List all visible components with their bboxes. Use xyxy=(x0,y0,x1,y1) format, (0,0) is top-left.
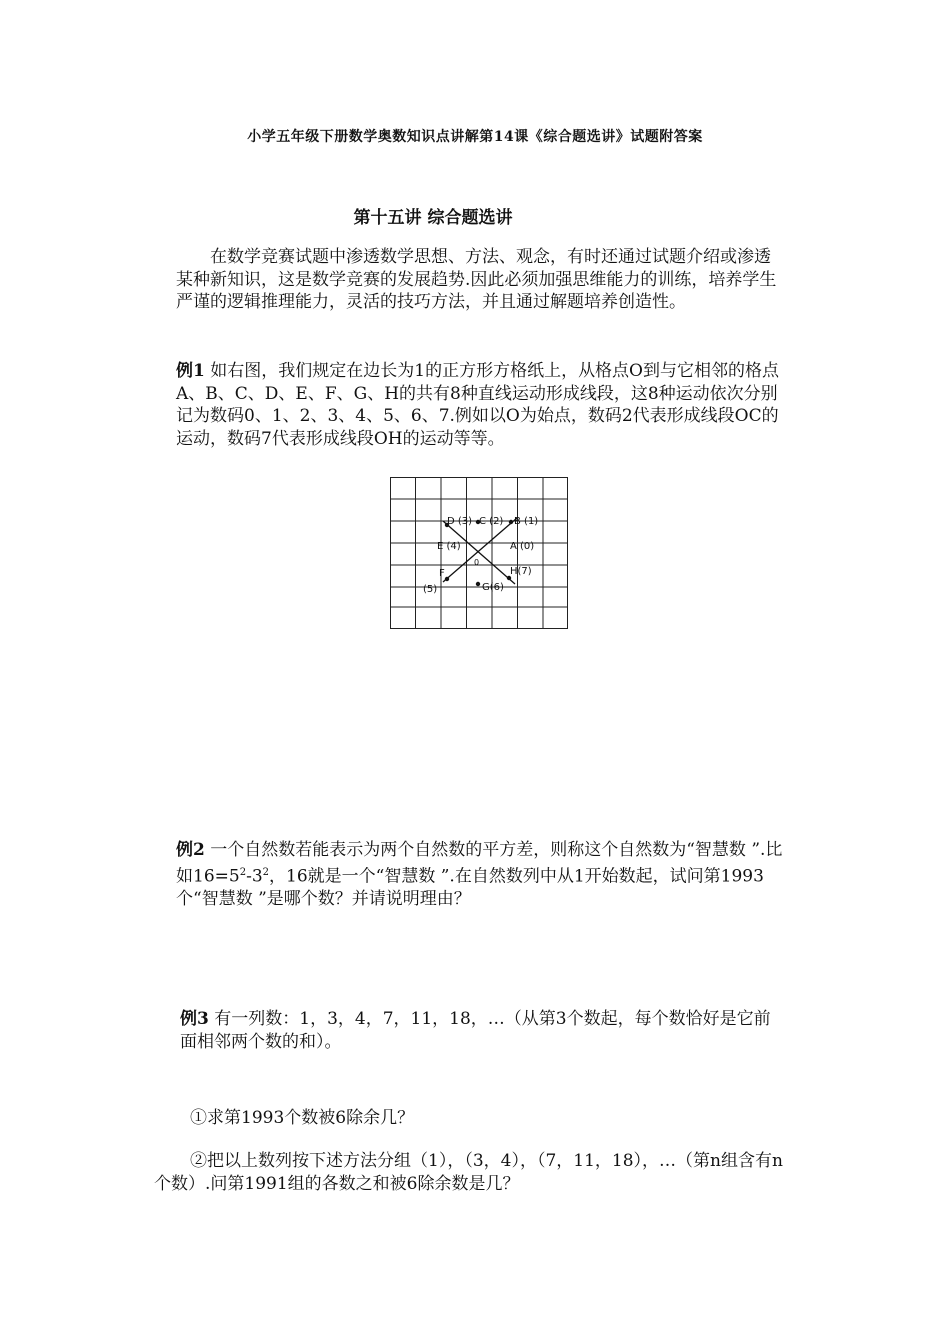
example-3-question-1: ①求第1993个数被6除余几？ xyxy=(190,1108,415,1128)
example-2-text-a: 一个自然数若能表示为两个自然数的平方差，则称这个自然数为“智慧数 ”.比如16=5 xyxy=(176,840,783,887)
label-f-code: (5) xyxy=(423,584,438,595)
example-1 xyxy=(176,360,786,450)
example-3-label: 例3 xyxy=(180,1009,209,1029)
label-e: E (4) xyxy=(437,541,461,552)
intro-paragraph: 在数学竞赛试题中渗透数学思想、方法、观念，有时还通过试题介绍或渗透某种新知识，这是数学竞赛的发展趋势.因此必须加强思维能力的训练，培养学生严谨的逻辑推理能力，灵活的技巧方法，并且通过解题培养创造性。 xyxy=(176,247,777,312)
grid-figure xyxy=(390,477,568,629)
label-d: D (3) xyxy=(447,516,473,527)
example-3-question-2: ②把以上数列按下述方法分组（1），（3，4），（7，11，18），…（第n组含有n个数）.问第1991组的各数之和被6除余数是几？ xyxy=(154,1151,783,1194)
example-1-label: 例1 xyxy=(176,361,205,381)
example-2-sup-1: 2 xyxy=(239,866,247,878)
example-2-text-b: -3 xyxy=(246,866,263,887)
label-b: B (1) xyxy=(514,516,539,527)
label-a: A (0) xyxy=(510,541,535,552)
example-2 xyxy=(176,839,786,910)
example-2-sup-2: 2 xyxy=(262,866,270,878)
example-1-text: 如右图，我们规定在边长为1的正方形方格纸上，从格点O到与它相邻的格点A、B、C、D、E、F、G、H的共有8种直线运动形成线段，这8种运动依次分别记为数码0、1、2、3、4、5、6、7.例如以O为始点，数码2代表形成线段OC的运动，数码7代表形成线段OH的运动等等。 xyxy=(176,361,779,449)
example-2-text-c: ，16就是一个“智慧数 ”.在自然数列中从1开始数起，试问第1993个“智慧数 ”是哪个数？并请说明理由？ xyxy=(176,866,764,909)
label-origin: 0 xyxy=(474,558,480,567)
label-g: G(6) xyxy=(482,582,504,593)
example-2-label: 例2 xyxy=(176,840,205,860)
point-f xyxy=(445,577,449,581)
label-c: C (2) xyxy=(479,516,504,527)
label-h: H(7) xyxy=(510,566,532,577)
example-3-text: 有一列数：1，3，4，7，11，18，…（从第3个数起，每个数恰好是它前面相邻两个数的和）。 xyxy=(180,1009,771,1052)
lecture-title: 第十五讲 综合题选讲 xyxy=(353,208,513,228)
point-b xyxy=(509,520,513,524)
point-g xyxy=(476,582,480,586)
label-f: F xyxy=(439,568,445,579)
example-3 xyxy=(180,1008,786,1053)
document-title: 小学五年级下册数学奥数知识点讲解第14课《综合题选讲》试题附答案 xyxy=(247,129,703,145)
